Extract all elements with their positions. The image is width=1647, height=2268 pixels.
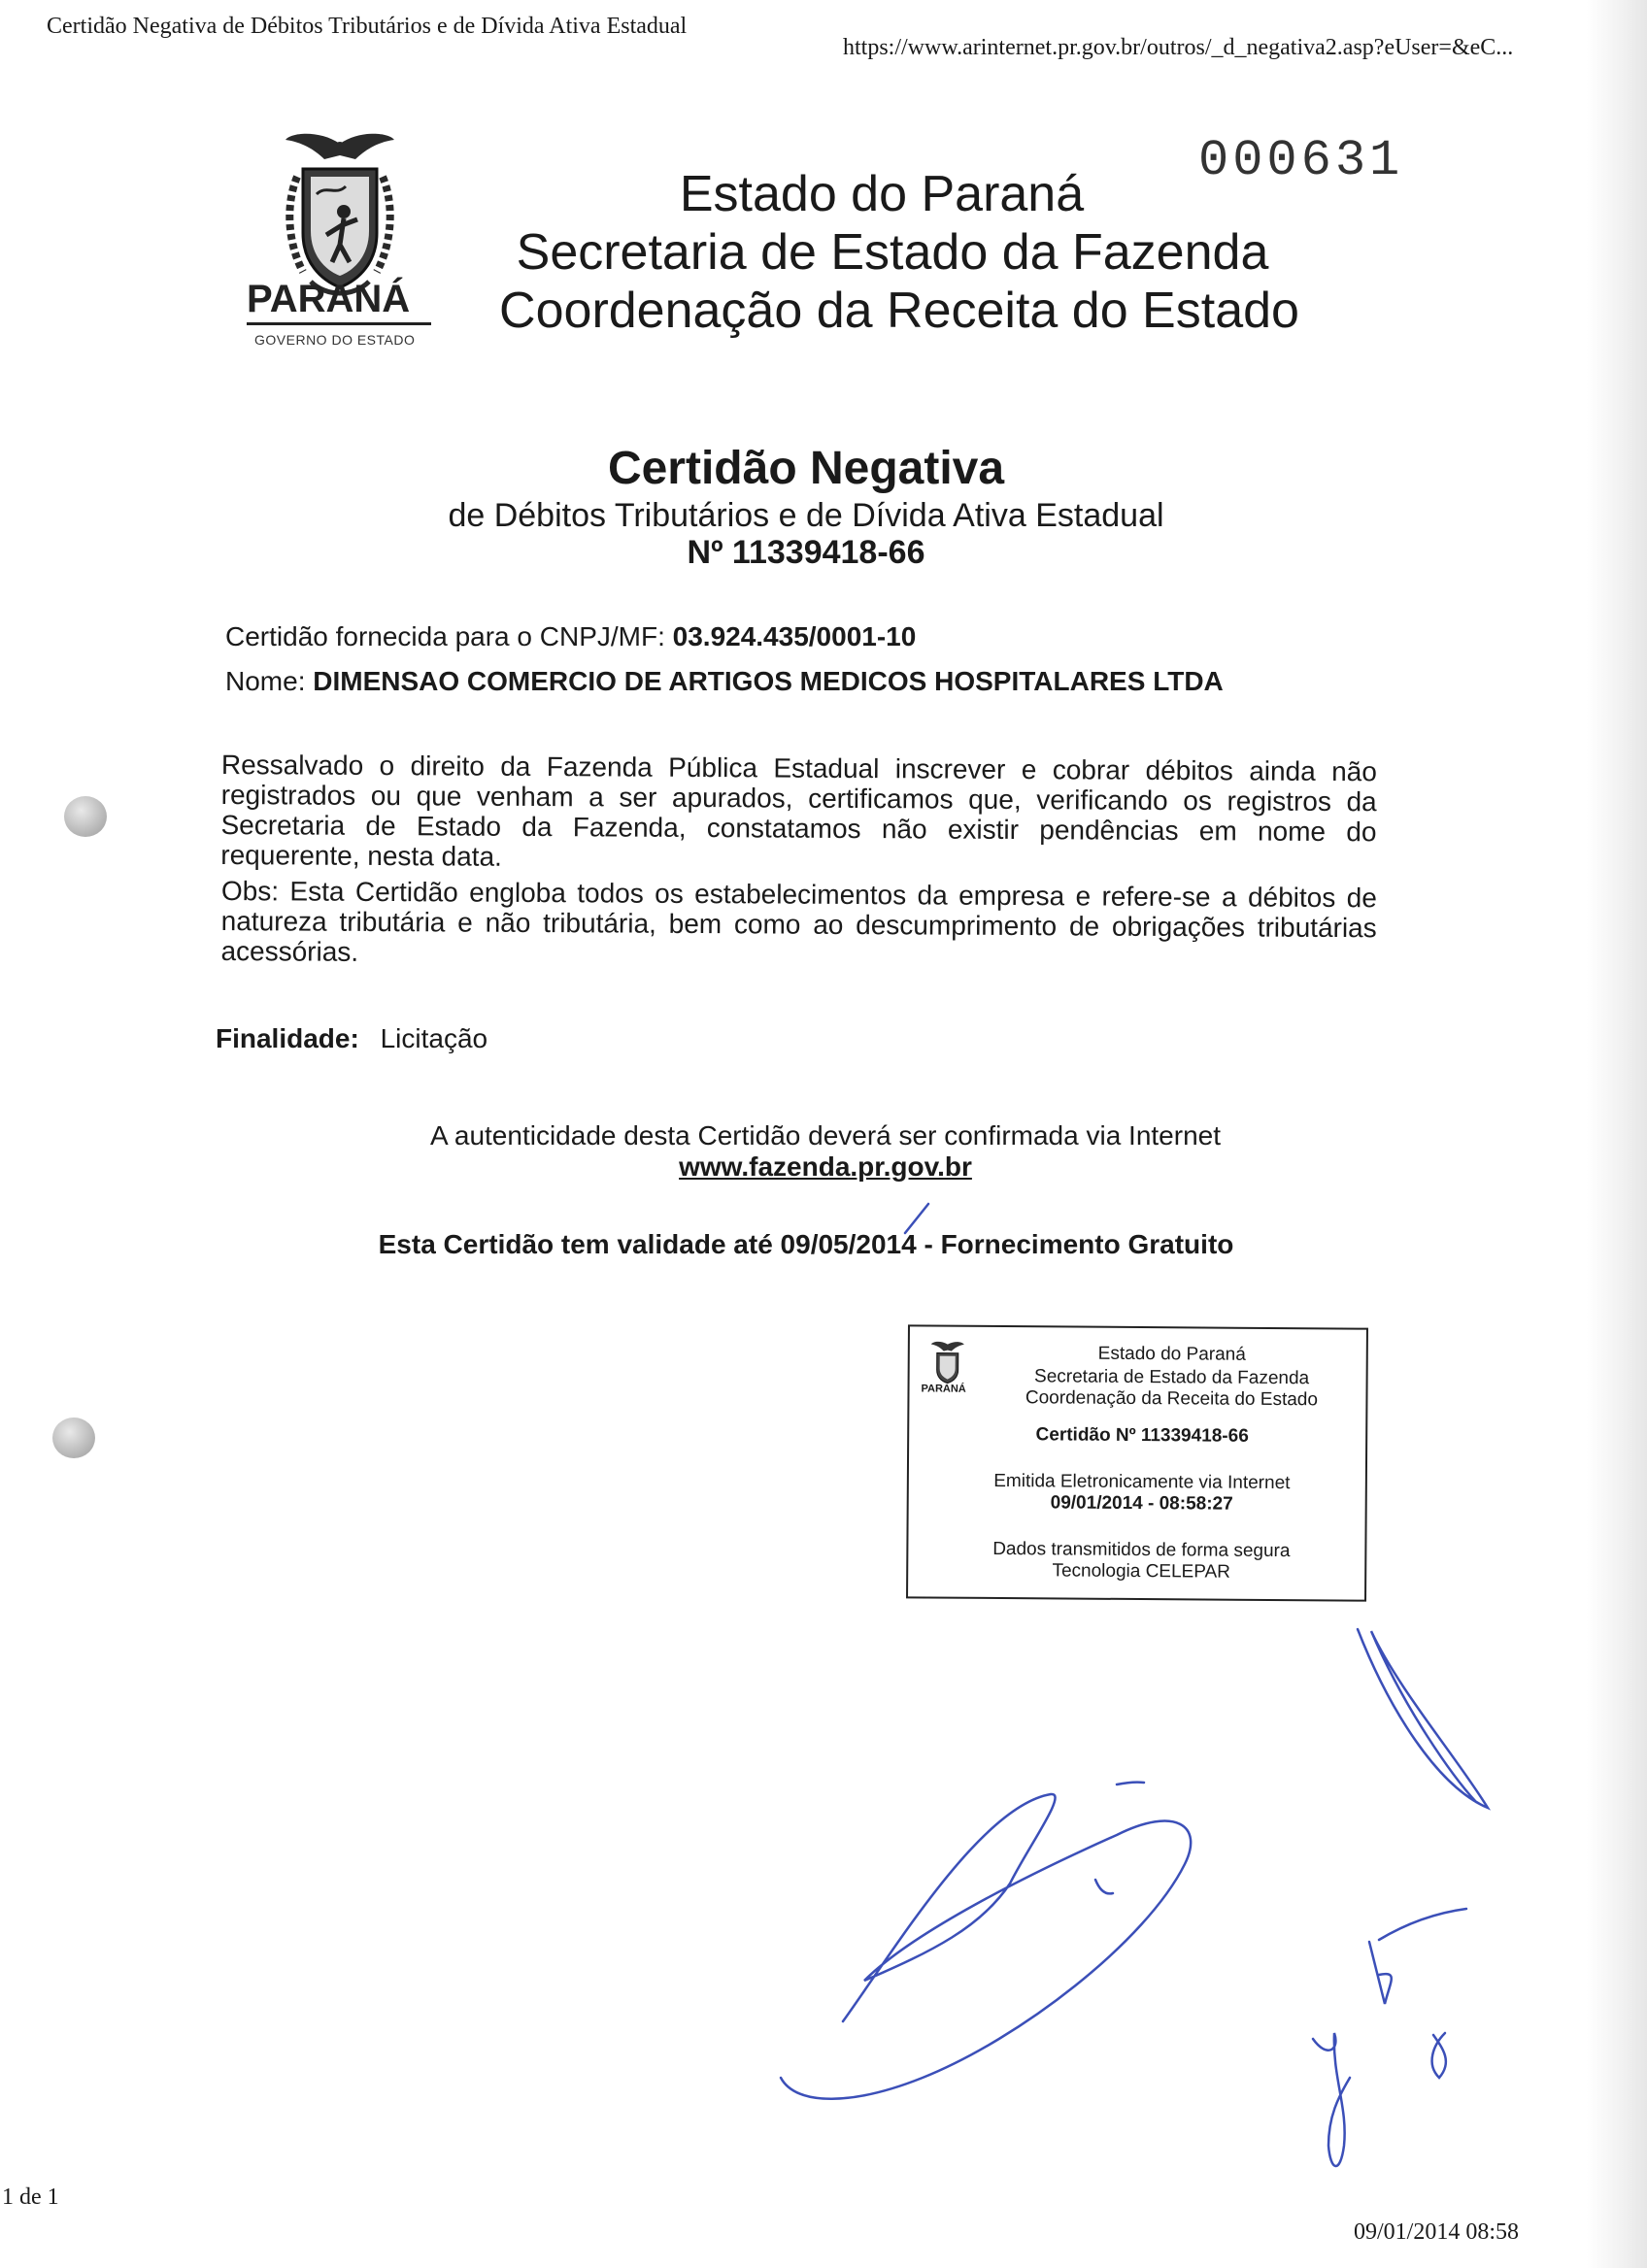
issuer-coordination: Coordenação da Receita do Estado xyxy=(499,283,1299,339)
authenticity-text: A autenticidade desta Certidão deverá ser confirmada via Internet xyxy=(429,1120,1222,1151)
purpose-label: Finalidade: xyxy=(216,1023,359,1053)
name-label: Nome: xyxy=(225,666,306,696)
print-header-url: https://www.arinternet.pr.gov.br/outros/_d_negativa2.asp?eUser=&eC... xyxy=(843,35,1514,60)
ink-tick-mark xyxy=(905,1204,928,1233)
logo-name: PARANÁ xyxy=(247,278,411,320)
ink-signature-dash xyxy=(1117,1783,1144,1784)
stamp-cert-number: Certidão Nº 11339418-66 xyxy=(1035,1424,1249,1447)
logo-subtitle: GOVERNO DO ESTADO xyxy=(254,332,416,348)
issuer-secretariat: Secretaria de Estado da Fazenda xyxy=(516,224,1269,281)
ink-signature-loop xyxy=(1095,1880,1113,1893)
cnpj-value: 03.924.435/0001-10 xyxy=(672,621,917,651)
stamp-secure-line: Dados transmitidos de forma segura xyxy=(992,1538,1291,1562)
stamp-tech-line: Tecnologia CELEPAR xyxy=(1052,1560,1230,1583)
print-footer-page: 1 de 1 xyxy=(2,2185,59,2210)
stamp-state: Estado do Paraná xyxy=(1097,1343,1246,1365)
ink-initial-b xyxy=(1369,1909,1466,2004)
validity-statement: Esta Certidão tem validade até 09/05/2014 - Fornecimento Gratuito xyxy=(378,1229,1234,1259)
ink-number-8 xyxy=(1432,2033,1446,2078)
certification-paragraph: Ressalvado o direito da Fazenda Pública Estadual inscrever e cobrar débitos ainda não registrados ou que venham a ser apurados, certificamos que, verificando os registros da Secretaria de Estado da Fazenda, constatamos não existir pendências em nome do requerente, nesta data. xyxy=(220,750,1377,872)
stamp-sequence-number: 000631 xyxy=(1198,132,1404,189)
stamp-secretariat: Secretaria de Estado da Fazenda xyxy=(1034,1366,1310,1389)
stamp-issued-label: Emitida Eletronicamente via Internet xyxy=(993,1470,1291,1494)
ink-initial-g xyxy=(1313,2033,1350,2166)
print-footer-datetime: 09/01/2014 08:58 xyxy=(1354,2219,1520,2245)
purpose-value: Licitação xyxy=(380,1023,488,1053)
mini-logo-name: PARANÁ xyxy=(921,1383,966,1395)
certificate-subtitle: de Débitos Tributários e de Dívida Ativa Estadual xyxy=(448,497,1164,534)
name-value: DIMENSAO COMERCIO DE ARTIGOS MEDICOS HOSPITALARES LTDA xyxy=(313,666,1224,696)
certificate-number: Nº 11339418-66 xyxy=(687,534,925,571)
print-header-title: Certidão Negativa de Débitos Tributários e de Dívida Ativa Estadual xyxy=(47,14,688,39)
authenticity-link[interactable]: www.fazenda.pr.gov.br xyxy=(679,1151,972,1182)
observation-paragraph: Obs: Esta Certidão engloba todos os estabelecimentos da empresa e refere-se a débitos de natureza tributária e não tributária, bem como ao descumprimento de obrigações tributárias acessórias. xyxy=(220,876,1377,967)
ink-slash-marks xyxy=(1358,1629,1488,1808)
certificate-title: Certidão Negativa xyxy=(607,443,1005,494)
stamp-coordination: Coordenação da Receita do Estado xyxy=(1025,1387,1319,1411)
cnpj-label: Certidão fornecida para o CNPJ/MF: xyxy=(225,621,665,651)
stamp-issued-datetime: 09/01/2014 - 08:58:27 xyxy=(1050,1492,1233,1515)
issuer-state: Estado do Paraná xyxy=(679,166,1085,222)
ink-main-signature xyxy=(781,1794,1191,2099)
